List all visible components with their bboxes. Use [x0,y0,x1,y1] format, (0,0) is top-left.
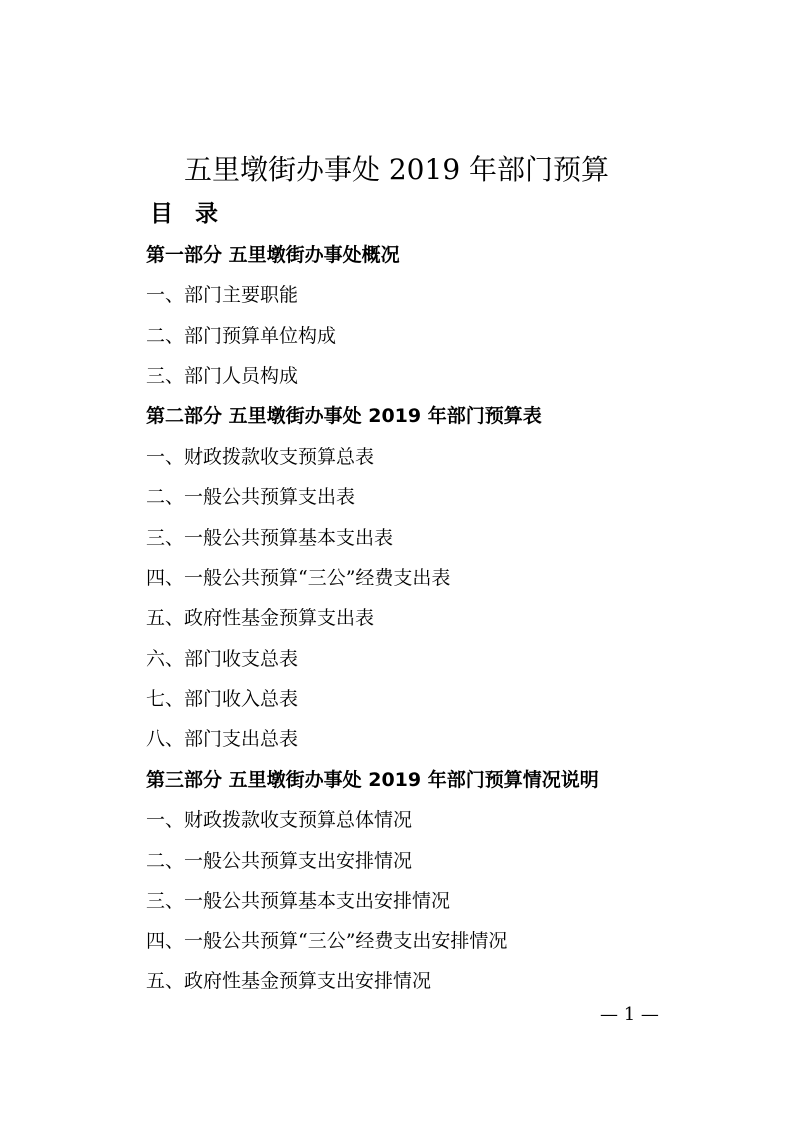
toc-item: 五、政府性基金预算支出安排情况 [146,970,432,992]
toc-item: 二、一般公共预算支出表 [146,486,356,508]
toc-item: 七、部门收入总表 [146,688,299,710]
toc-part-2: 第二部分 五里墩街办事处 2019 年部门预算表 [146,405,542,427]
toc-item: 六、部门收支总表 [146,648,299,670]
toc-item: 一、财政拨款收支预算总表 [146,446,375,468]
document-title: 五里墩街办事处 2019 年部门预算 [183,153,610,186]
page-number: — 1 — [600,1004,659,1025]
toc-part-1: 第一部分 五里墩街办事处概况 [146,244,400,266]
toc-item: 八、部门支出总表 [146,728,299,750]
toc-item: 三、部门人员构成 [146,365,299,387]
toc-item: 四、一般公共预算“三公”经费支出安排情况 [146,930,508,952]
toc-item: 二、一般公共预算支出安排情况 [146,850,413,872]
toc-part-3: 第三部分 五里墩街办事处 2019 年部门预算情况说明 [146,769,599,791]
toc-item: 一、财政拨款收支预算总体情况 [146,809,413,831]
toc-item: 二、部门预算单位构成 [146,325,337,347]
toc-item: 五、政府性基金预算支出表 [146,607,375,629]
toc-item: 三、一般公共预算基本支出安排情况 [146,890,451,912]
toc-item: 三、一般公共预算基本支出表 [146,527,394,549]
toc-item: 一、部门主要职能 [146,284,299,306]
toc-item: 四、一般公共预算“三公”经费支出表 [146,567,451,589]
toc-heading: 目录 [150,201,240,227]
